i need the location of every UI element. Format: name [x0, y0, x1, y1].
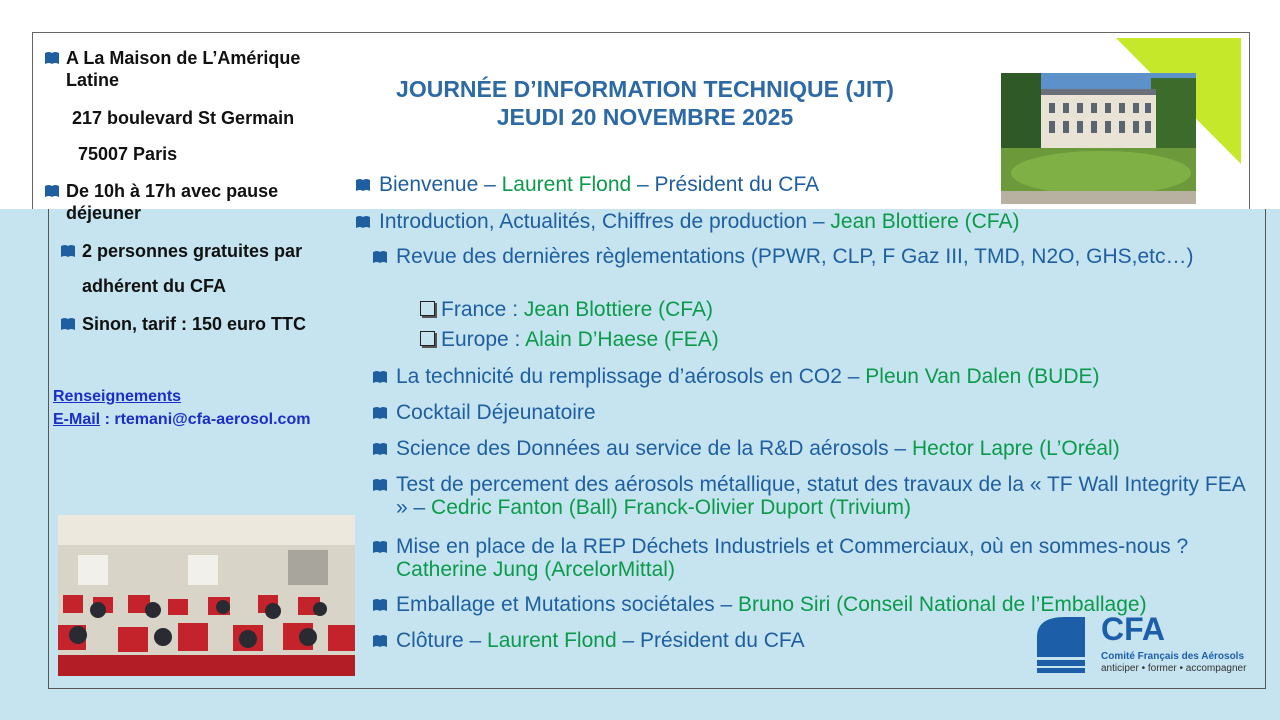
info-link[interactable]: Renseignements — [53, 388, 182, 405]
agenda-speaker: Laurent Flond — [501, 173, 632, 196]
agenda-text: Introduction, Actualités, Chiffres de production – — [379, 210, 831, 233]
agenda-speaker: Cedric Fanton (Ball) Franck-Olivier Duport (Trivium) — [431, 496, 912, 519]
book-bullet-icon — [372, 598, 388, 612]
hours-item — [44, 180, 278, 224]
location-line2: Latine — [66, 70, 120, 90]
agenda-text: Emballage et Mutations sociétales – — [396, 593, 739, 616]
agenda-text: Test de percement des aérosols métallique, statut des travaux de la « TF Wall Integrity FEA » – — [396, 473, 1245, 519]
agenda-item — [355, 210, 1169, 233]
cfa-logo — [1037, 611, 1262, 677]
price-item — [60, 313, 306, 335]
book-bullet-icon — [372, 442, 388, 456]
agenda-text: Bienvenue – — [379, 173, 502, 196]
agenda-item — [372, 365, 1256, 388]
subitem-europe: Europe : Alain D’Haese (FEA) — [420, 328, 719, 352]
free-line2: adhérent du CFA — [82, 276, 227, 296]
venue-photo — [1001, 73, 1196, 204]
logo-tagline: anticiper • former • accompagner — [1101, 663, 1247, 674]
checkbox-icon — [420, 331, 435, 346]
agenda-text: Revue des dernières règlementations (PPWR, CLP, F Gaz III, TMD, N2O, GHS,etc…) — [396, 245, 1194, 268]
book-bullet-icon — [60, 244, 76, 258]
book-bullet-icon — [44, 184, 60, 198]
subitem-france: France : Jean Blottiere (CFA) — [420, 298, 713, 322]
agenda-text: Mise en place de la REP Déchets Industriels et Commerciaux, où en sommes-nous ? — [396, 535, 1189, 558]
location-item — [44, 47, 300, 91]
agenda-speaker: Bruno Siri (Conseil National de l’Emballage) — [738, 593, 1147, 616]
agenda-speaker: Pleun Van Dalen (BUDE) — [865, 365, 1100, 388]
agenda-rest: – Président du CFA — [631, 173, 820, 196]
free-item — [60, 240, 302, 262]
agenda-rest: – Président du CFA — [616, 629, 805, 652]
hours-line2: déjeuner — [66, 203, 142, 223]
logo-subtitle: Comité Français des Aérosols — [1101, 651, 1245, 662]
hours-line1: De 10h à 17h avec pause — [66, 181, 279, 201]
agenda-speaker: Laurent Flond — [487, 629, 617, 652]
agenda-item — [355, 173, 939, 196]
logo-name: CFA — [1101, 611, 1165, 647]
book-bullet-icon — [60, 317, 76, 331]
agenda-item — [372, 245, 1216, 268]
book-bullet-icon — [372, 250, 388, 264]
audience-photo — [58, 515, 355, 676]
email-line — [53, 411, 310, 429]
checkbox-icon — [420, 301, 435, 316]
email-label[interactable]: E-Mail — [53, 411, 101, 428]
free-line1: 2 personnes gratuites par — [82, 241, 303, 261]
agenda-text: Science des Données au service de la R&D aérosols – — [396, 437, 912, 460]
agenda-text: Clôture – — [396, 629, 488, 652]
book-bullet-icon — [372, 406, 388, 420]
book-bullet-icon — [44, 51, 60, 65]
agenda-speaker: Catherine Jung (ArcelorMittal) — [396, 558, 675, 581]
email-value[interactable]: : rtemani@cfa-aerosol.com — [100, 411, 311, 428]
agenda-item — [372, 473, 1256, 519]
agenda-speaker: Jean Blottiere (CFA) — [830, 210, 1020, 233]
book-bullet-icon — [372, 478, 388, 492]
agenda-speaker: Hector Lapre (L’Oréal) — [911, 437, 1120, 460]
agenda-item — [372, 437, 1276, 460]
book-bullet-icon — [355, 215, 371, 229]
book-bullet-icon — [372, 540, 388, 554]
location-line1: A La Maison de L’Amérique — [66, 48, 301, 68]
city: 75007 Paris — [78, 144, 178, 164]
address: 217 boulevard St Germain — [72, 108, 295, 128]
agenda-text: La technicité du remplissage d’aérosols en CO2 – — [396, 365, 866, 388]
book-bullet-icon — [372, 370, 388, 384]
title-line2: JEUDI 20 NOVEMBRE 2025 — [496, 104, 794, 130]
book-bullet-icon — [355, 178, 371, 192]
agenda-item — [372, 535, 1266, 581]
book-bullet-icon — [372, 634, 388, 648]
event-title — [340, 75, 950, 131]
agenda-item — [372, 401, 1256, 424]
price: Sinon, tarif : 150 euro TTC — [82, 314, 307, 334]
title-line1: JOURNÉE D’INFORMATION TECHNIQUE (JIT) — [396, 76, 894, 102]
agenda-text: Cocktail Déjeunatoire — [396, 401, 596, 424]
